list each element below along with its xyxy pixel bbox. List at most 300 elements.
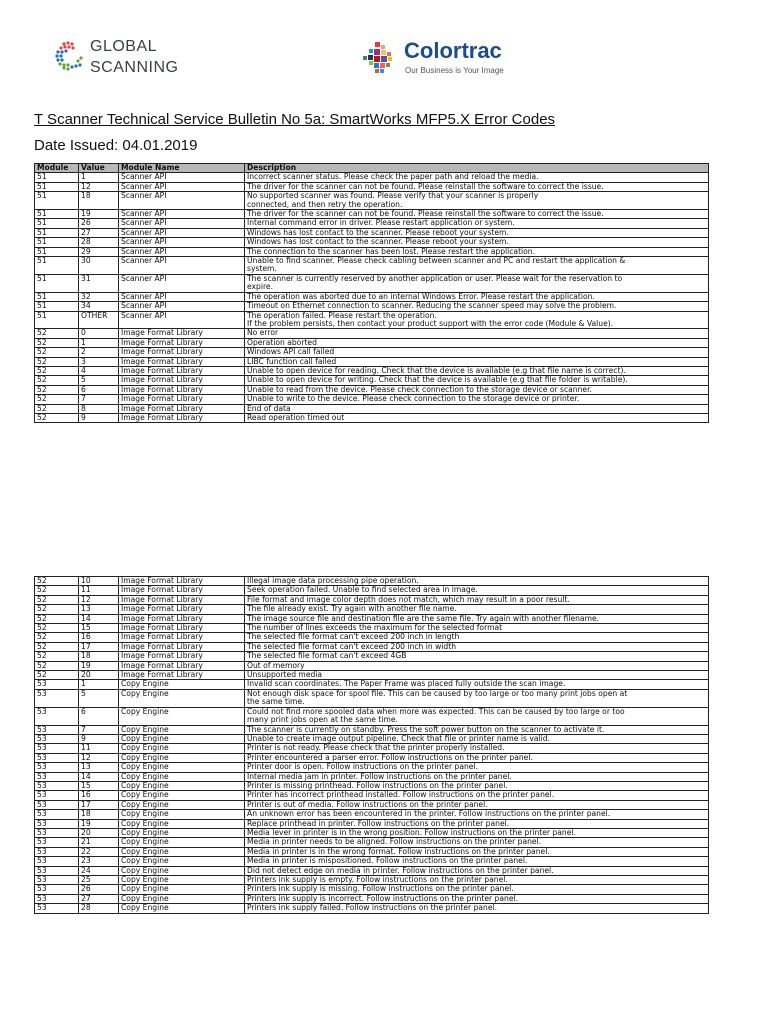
table-row [35, 734, 709, 743]
cell-value: 19 [79, 819, 119, 828]
cell-value: 17 [79, 800, 119, 809]
table-row [35, 614, 709, 623]
cell-module: 52 [35, 633, 79, 642]
cell-value: 16 [79, 633, 119, 642]
header-description: Description [245, 164, 709, 173]
cell-value: 6 [79, 385, 119, 394]
cell-description: Not enough disk space for spool file. This can be caused by too large or too many print jobs open at the same time. [245, 689, 709, 707]
cell-module-name: Scanner API [119, 257, 245, 275]
cell-module: 53 [35, 876, 79, 885]
cell-description: File format and image color depth does not match, which may result in a poor result. [245, 595, 709, 604]
cell-value: 26 [79, 219, 119, 228]
table-row [35, 247, 709, 256]
cell-module: 53 [35, 744, 79, 753]
header-module-name: Module Name [119, 164, 245, 173]
table-row [35, 257, 709, 275]
cell-value: 9 [79, 413, 119, 422]
cell-value: 19 [79, 210, 119, 219]
cell-value: 13 [79, 605, 119, 614]
cell-module: 52 [35, 338, 79, 347]
header-value: Value [79, 164, 119, 173]
cell-module-name: Copy Engine [119, 819, 245, 828]
cell-value: 22 [79, 847, 119, 856]
cell-description: Operation aborted [245, 338, 709, 347]
table-row [35, 274, 709, 292]
cell-value: 26 [79, 885, 119, 894]
cell-description: Unable to open device for reading. Check that the device is available (e.g that file name is correct). [245, 366, 709, 375]
cell-value: 12 [79, 595, 119, 604]
cell-value: 18 [79, 652, 119, 661]
cell-module: 53 [35, 857, 79, 866]
cell-module: 53 [35, 781, 79, 790]
cell-module: 52 [35, 624, 79, 633]
cell-value: 27 [79, 894, 119, 903]
cell-description: The operation was aborted due to an internal Windows Error. Please restart the application. [245, 292, 709, 301]
cell-module-name: Copy Engine [119, 885, 245, 894]
cell-description: The connection to the scanner has been lost. Please restart the application. [245, 247, 709, 256]
cell-module-name: Image Format Library [119, 652, 245, 661]
cell-description: An unknown error has been encountered in the printer. Follow instructions on the printer panel. [245, 810, 709, 819]
cell-description: The selected file format can't exceed 200 inch in width [245, 642, 709, 651]
cell-description: The number of lines exceeds the maximum for the selected format [245, 624, 709, 633]
cell-value: 7 [79, 725, 119, 734]
cell-value: 24 [79, 866, 119, 875]
table-row [35, 828, 709, 837]
cell-description: Out of memory [245, 661, 709, 670]
gs-line2: SCANNING [90, 59, 179, 76]
table-row [35, 357, 709, 366]
table-row [35, 725, 709, 734]
cell-value: 8 [79, 404, 119, 413]
cell-description: Unable to open device for writing. Check that the device is available (e.g that file folder is writable). [245, 376, 709, 385]
cell-module: 51 [35, 292, 79, 301]
table-row [35, 904, 709, 913]
colortrac-tagline: Our Business is Your Image [405, 66, 504, 75]
cell-module-name: Copy Engine [119, 772, 245, 781]
cell-description: The file already exist. Try again with another file name. [245, 605, 709, 614]
cell-module: 52 [35, 376, 79, 385]
cell-value: 28 [79, 904, 119, 913]
cell-module: 52 [35, 577, 79, 586]
cell-module: 53 [35, 791, 79, 800]
cell-description: Unable to find scanner. Please check cabling between scanner and PC and restart the application & system. [245, 257, 709, 275]
cell-module-name: Image Format Library [119, 595, 245, 604]
cell-value: 34 [79, 302, 119, 311]
table-row [35, 894, 709, 903]
cell-module: 52 [35, 413, 79, 422]
cell-description: Printer has incorrect printhead installed. Follow instructions on the printer panel. [245, 791, 709, 800]
cell-value: 10 [79, 577, 119, 586]
cell-value: 2 [79, 348, 119, 357]
table-row [35, 642, 709, 651]
table-row [35, 292, 709, 301]
cell-value: 11 [79, 744, 119, 753]
table-row [35, 238, 709, 247]
cell-description: The selected file format can't exceed 4GB [245, 652, 709, 661]
table-row [35, 182, 709, 191]
cell-description: Windows has lost contact to the scanner. Please reboot your system. [245, 228, 709, 237]
cell-module-name: Image Format Library [119, 671, 245, 680]
cell-value: 20 [79, 828, 119, 837]
cell-module: 51 [35, 274, 79, 292]
cell-module: 51 [35, 238, 79, 247]
cell-module: 52 [35, 385, 79, 394]
cell-module-name: Copy Engine [119, 734, 245, 743]
cell-module-name: Scanner API [119, 182, 245, 191]
cell-module: 51 [35, 247, 79, 256]
cell-module-name: Image Format Library [119, 366, 245, 375]
cell-description: No supported scanner was found. Please verify that your scanner is properly connected, and then retry the operation. [245, 192, 709, 210]
cell-description: The selected file format can't exceed 200 inch in length [245, 633, 709, 642]
cell-module: 53 [35, 885, 79, 894]
cell-module: 51 [35, 257, 79, 275]
cell-value: 14 [79, 772, 119, 781]
cell-module-name: Copy Engine [119, 744, 245, 753]
table-row [35, 605, 709, 614]
cell-module: 53 [35, 810, 79, 819]
cell-description: The scanner is currently reserved by another application or user. Please wait for the reservation to expire. [245, 274, 709, 292]
cell-module-name: Copy Engine [119, 810, 245, 819]
cell-description: Printer is missing printhead. Follow instructions on the printer panel. [245, 781, 709, 790]
cell-value: 29 [79, 247, 119, 256]
cell-module-name: Copy Engine [119, 857, 245, 866]
cell-module-name: Image Format Library [119, 376, 245, 385]
colortrac-logo [360, 38, 520, 84]
cell-module: 52 [35, 348, 79, 357]
cell-description: Incorrect scanner status. Please check the paper path and reload the media. [245, 173, 709, 182]
gs-line1: GLOBAL [90, 38, 158, 55]
cell-value: 17 [79, 642, 119, 651]
cell-description: Invalid scan coordinates. The Paper Frame was placed fully outside the scan image. [245, 680, 709, 689]
cell-module: 52 [35, 395, 79, 404]
cell-value: 7 [79, 395, 119, 404]
cell-value: 11 [79, 586, 119, 595]
cell-module: 51 [35, 228, 79, 237]
cell-value: 19 [79, 661, 119, 670]
colortrac-mosaic-icon [360, 40, 398, 78]
table-row [35, 753, 709, 762]
cell-description: Printer encountered a parser error. Follow instructions on the printer panel. [245, 753, 709, 762]
cell-module-name: Image Format Library [119, 577, 245, 586]
table-row [35, 763, 709, 772]
cell-value: 20 [79, 671, 119, 680]
cell-description: The driver for the scanner can not be found. Please reinstall the software to correct the issue. [245, 210, 709, 219]
cell-module-name: Copy Engine [119, 689, 245, 707]
cell-module-name: Copy Engine [119, 904, 245, 913]
cell-module: 52 [35, 357, 79, 366]
cell-value: 15 [79, 624, 119, 633]
cell-module: 52 [35, 366, 79, 375]
cell-module: 53 [35, 894, 79, 903]
cell-value: 27 [79, 228, 119, 237]
table-row [35, 857, 709, 866]
cell-module-name: Scanner API [119, 210, 245, 219]
table-row [35, 210, 709, 219]
cell-module-name: Scanner API [119, 302, 245, 311]
table-row [35, 302, 709, 311]
table-row [35, 338, 709, 347]
table-row [35, 586, 709, 595]
table-row [35, 781, 709, 790]
global-scanning-logo [52, 36, 202, 84]
global-scanning-dots-icon [52, 40, 86, 74]
cell-module-name: Copy Engine [119, 707, 245, 725]
table-row [35, 866, 709, 875]
cell-module: 53 [35, 904, 79, 913]
cell-description: Unable to write to the device. Please check connection to the storage device or printer. [245, 395, 709, 404]
cell-value: 5 [79, 689, 119, 707]
cell-module: 52 [35, 586, 79, 595]
cell-value: 25 [79, 876, 119, 885]
table-row [35, 595, 709, 604]
cell-module-name: Image Format Library [119, 413, 245, 422]
cell-value: 18 [79, 192, 119, 210]
table-row [35, 413, 709, 422]
table-row [35, 885, 709, 894]
cell-module-name: Copy Engine [119, 838, 245, 847]
cell-module-name: Scanner API [119, 274, 245, 292]
cell-description: The operation failed. Please restart the operation. If the problem persists, then contact your product support with the error code (Module & Value). [245, 311, 709, 329]
cell-description: Internal command error in driver. Please restart application or system. [245, 219, 709, 228]
cell-module: 53 [35, 838, 79, 847]
cell-module: 52 [35, 614, 79, 623]
cell-description: Windows API call failed [245, 348, 709, 357]
cell-module-name: Image Format Library [119, 338, 245, 347]
table-row [35, 329, 709, 338]
cell-value: 16 [79, 791, 119, 800]
cell-description: Media in printer is in the wrong format. Follow instructions on the printer panel. [245, 847, 709, 856]
cell-module: 52 [35, 661, 79, 670]
cell-description: Media lever in printer is in the wrong position. Follow instructions on the printer panel. [245, 828, 709, 837]
cell-description: Media in printer needs to be aligned. Follow instructions on the printer panel. [245, 838, 709, 847]
cell-module-name: Image Format Library [119, 395, 245, 404]
cell-module-name: Copy Engine [119, 876, 245, 885]
table-row [35, 192, 709, 210]
colortrac-name: Colortrac [404, 38, 502, 63]
table-body [35, 173, 709, 423]
cell-value: 23 [79, 857, 119, 866]
cell-module: 52 [35, 404, 79, 413]
cell-module-name: Image Format Library [119, 624, 245, 633]
cell-module: 51 [35, 311, 79, 329]
cell-description: Printers ink supply failed. Follow instructions on the printer panel. [245, 904, 709, 913]
cell-description: Windows has lost contact to the scanner. Please reboot your system. [245, 238, 709, 247]
table-body [35, 577, 709, 914]
cell-module: 53 [35, 689, 79, 707]
cell-description: Did not detect edge on media in printer. Follow instructions on the printer panel. [245, 866, 709, 875]
cell-module: 51 [35, 173, 79, 182]
cell-module: 51 [35, 219, 79, 228]
cell-module: 53 [35, 753, 79, 762]
cell-description: Printer is not ready. Please check that the printer properly installed. [245, 744, 709, 753]
cell-module: 52 [35, 605, 79, 614]
cell-module: 51 [35, 210, 79, 219]
cell-module: 53 [35, 725, 79, 734]
table-row [35, 800, 709, 809]
cell-module-name: Copy Engine [119, 680, 245, 689]
cell-description: Read operation timed out [245, 413, 709, 422]
cell-module: 53 [35, 707, 79, 725]
table-row [35, 173, 709, 182]
cell-module: 53 [35, 828, 79, 837]
cell-module: 52 [35, 595, 79, 604]
cell-module: 52 [35, 642, 79, 651]
cell-module-name: Scanner API [119, 238, 245, 247]
table-row [35, 577, 709, 586]
cell-module-name: Copy Engine [119, 828, 245, 837]
cell-module-name: Image Format Library [119, 605, 245, 614]
cell-value: 12 [79, 182, 119, 191]
header-module: Module [35, 164, 79, 173]
cell-description: Unable to read from the device. Please check connection to the storage device or scanner. [245, 385, 709, 394]
cell-module-name: Copy Engine [119, 866, 245, 875]
cell-module-name: Image Format Library [119, 642, 245, 651]
cell-module-name: Image Format Library [119, 385, 245, 394]
cell-description: Media in printer is mispositioned. Follow instructions on the printer panel. [245, 857, 709, 866]
table-row [35, 376, 709, 385]
cell-description: Internal media jam in printer. Follow instructions on the printer panel. [245, 772, 709, 781]
cell-value: 4 [79, 366, 119, 375]
cell-value: 5 [79, 376, 119, 385]
cell-module-name: Copy Engine [119, 800, 245, 809]
cell-module: 53 [35, 819, 79, 828]
cell-value: 28 [79, 238, 119, 247]
cell-value: 14 [79, 614, 119, 623]
cell-description: The scanner is currently on standby. Press the soft power button on the scanner to activate it. [245, 725, 709, 734]
cell-description: No error [245, 329, 709, 338]
cell-module-name: Scanner API [119, 247, 245, 256]
cell-module-name: Image Format Library [119, 357, 245, 366]
cell-value: 13 [79, 763, 119, 772]
cell-value: 21 [79, 838, 119, 847]
cell-module: 53 [35, 734, 79, 743]
cell-value: 32 [79, 292, 119, 301]
cell-module-name: Image Format Library [119, 661, 245, 670]
document-title: T Scanner Technical Service Bulletin No 5a: SmartWorks MFP5.X Error Codes [34, 111, 556, 128]
error-code-table-continued [34, 576, 709, 914]
cell-module: 53 [35, 847, 79, 856]
table-row [35, 838, 709, 847]
cell-module: 53 [35, 680, 79, 689]
cell-value: 1 [79, 173, 119, 182]
cell-value: 6 [79, 707, 119, 725]
cell-module-name: Scanner API [119, 228, 245, 237]
cell-description: The driver for the scanner can not be found. Please reinstall the software to correct the issue. [245, 182, 709, 191]
page-header [0, 0, 768, 100]
cell-module-name: Copy Engine [119, 781, 245, 790]
cell-value: 1 [79, 338, 119, 347]
cell-description: Could not find more spooled data when more was expected. This can be caused by too large or too many print jobs open at the same time. [245, 707, 709, 725]
cell-value: 1 [79, 680, 119, 689]
cell-value: 9 [79, 734, 119, 743]
cell-description: LIBC function call failed [245, 357, 709, 366]
date-issued: Date Issued: 04.01.2019 [34, 137, 198, 154]
table-row [35, 661, 709, 670]
table-row [35, 404, 709, 413]
cell-module-name: Scanner API [119, 292, 245, 301]
cell-module: 52 [35, 329, 79, 338]
cell-module-name: Copy Engine [119, 753, 245, 762]
table-row [35, 772, 709, 781]
cell-module-name: Image Format Library [119, 404, 245, 413]
table-row [35, 395, 709, 404]
cell-module-name: Image Format Library [119, 586, 245, 595]
cell-module-name: Image Format Library [119, 614, 245, 623]
cell-module: 53 [35, 763, 79, 772]
cell-module-name: Scanner API [119, 311, 245, 329]
error-code-table [34, 163, 709, 423]
cell-module-name: Copy Engine [119, 725, 245, 734]
cell-description: Printers ink supply is incorrect. Follow instructions on the printer panel. [245, 894, 709, 903]
table-row [35, 633, 709, 642]
table-row [35, 819, 709, 828]
table-row [35, 791, 709, 800]
cell-description: Replace printhead in printer. Follow instructions on the printer panel. [245, 819, 709, 828]
cell-description: Printer door is open. Follow instructions on the printer panel. [245, 763, 709, 772]
cell-module-name: Copy Engine [119, 791, 245, 800]
cell-description: End of data [245, 404, 709, 413]
table-row [35, 876, 709, 885]
table-row [35, 689, 709, 707]
cell-value: 0 [79, 329, 119, 338]
cell-description: Printers ink supply is empty. Follow instructions on the printer panel. [245, 876, 709, 885]
cell-module: 52 [35, 671, 79, 680]
table-row [35, 366, 709, 375]
table-row [35, 652, 709, 661]
table-row [35, 744, 709, 753]
cell-description: Seek operation failed. Unable to find selected area in image. [245, 586, 709, 595]
cell-module-name: Scanner API [119, 192, 245, 210]
table-row [35, 707, 709, 725]
table-row [35, 680, 709, 689]
cell-value: OTHER [79, 311, 119, 329]
cell-description: Printer is out of media. Follow instructions on the printer panel. [245, 800, 709, 809]
cell-module-name: Copy Engine [119, 763, 245, 772]
cell-value: 12 [79, 753, 119, 762]
cell-value: 18 [79, 810, 119, 819]
cell-module-name: Image Format Library [119, 329, 245, 338]
cell-value: 30 [79, 257, 119, 275]
cell-module: 53 [35, 866, 79, 875]
cell-module-name: Copy Engine [119, 894, 245, 903]
cell-value: 3 [79, 357, 119, 366]
table-row [35, 847, 709, 856]
cell-value: 15 [79, 781, 119, 790]
table-row [35, 219, 709, 228]
cell-module-name: Image Format Library [119, 348, 245, 357]
cell-description: Timeout on Ethernet connection to scanner. Reducing the scanner speed may solve the problem. [245, 302, 709, 311]
cell-description: Unable to create image output pipeline. Check that file or printer name is valid. [245, 734, 709, 743]
cell-description: Printers ink supply is missing. Follow instructions on the printer panel. [245, 885, 709, 894]
table-row [35, 348, 709, 357]
cell-module: 51 [35, 302, 79, 311]
cell-module-name: Image Format Library [119, 633, 245, 642]
cell-module-name: Scanner API [119, 173, 245, 182]
cell-value: 31 [79, 274, 119, 292]
table-row [35, 810, 709, 819]
cell-module: 53 [35, 772, 79, 781]
cell-description: Unsupported media [245, 671, 709, 680]
cell-description: The image source file and destination file are the same file. Try again with another filename. [245, 614, 709, 623]
table-row [35, 671, 709, 680]
cell-module-name: Copy Engine [119, 847, 245, 856]
cell-module: 51 [35, 182, 79, 191]
table-row [35, 624, 709, 633]
cell-module: 51 [35, 192, 79, 210]
cell-module: 52 [35, 652, 79, 661]
table-row [35, 385, 709, 394]
cell-module-name: Scanner API [119, 219, 245, 228]
